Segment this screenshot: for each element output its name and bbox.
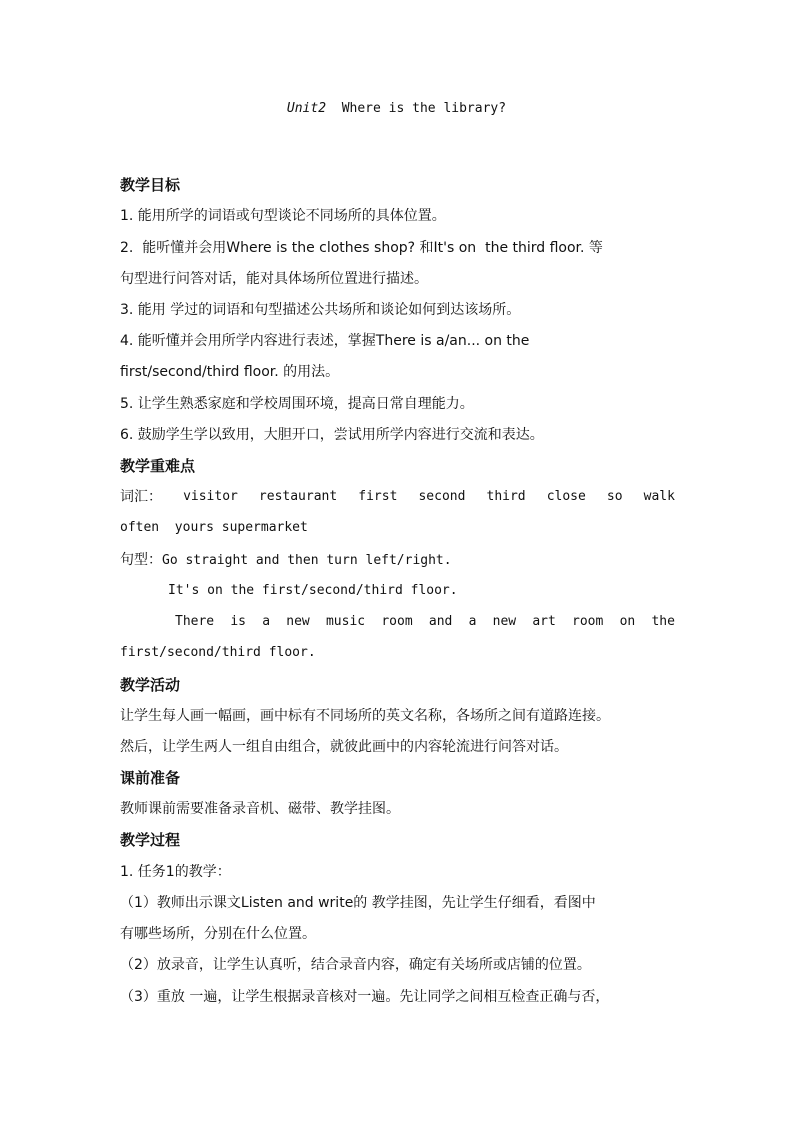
vocab-word: so [606,489,623,504]
word: and [428,614,453,629]
word: room [381,614,413,629]
word: art [532,614,556,629]
activity-line: 然后，让学生两人一组自由组合，就彼此画中的内容轮流进行问答对话。 [120,739,568,755]
activity-heading: 教学活动 [120,676,181,694]
sentence-line [120,549,675,571]
vocab-line-2: often yours supermarket [120,520,308,535]
vocab-word: third [486,489,526,504]
objectives-heading: 教学目标 [120,176,181,194]
sentence-pattern-words [175,611,675,633]
sentence-label: 句型： [120,552,162,568]
process-line: （3）重放 一遍，让学生根据录音核对一遍。先让同学之间相互检查正确与否， [120,989,610,1005]
vocab-word: close [546,489,586,504]
sentence-pattern: Go straight and then turn left/right. [162,553,452,568]
process-line: （2）放录音，让学生认真听，结合录音内容，确定有关场所或店铺的位置。 [120,957,591,973]
word: a [262,614,271,629]
vocab-word: visitor [183,489,238,504]
preparation-text: 教师课前需要准备录音机、磁带、教学挂图。 [120,801,400,817]
activity-line: 让学生每人画一幅画，画中标有不同场所的英文名称，各场所之间有道路连接。 [120,708,610,724]
word: the [651,614,675,629]
objective-line: 句型进行问答对话，能对具体场所位置进行描述。 [120,271,428,287]
lesson-title [0,101,793,116]
preparation-heading: 课前准备 [120,769,181,787]
word: is [230,614,247,629]
word: a [468,614,477,629]
vocab-label: 词汇： [120,489,162,505]
objective-line: 4. 能听懂并会用所学内容进行表述，掌握There is a/an... on the [120,333,530,349]
word: new [492,614,517,629]
process-line: 有哪些场所，分别在什么位置。 [120,926,316,942]
word: room [572,614,604,629]
vocab-word: restaurant [258,489,338,504]
sentence-pattern-cont: first/second/third floor. [120,645,316,660]
vocab-word: second [418,489,466,504]
word: new [286,614,310,629]
title-text: Where is the library? [341,101,507,116]
objective-line: 2. 能听懂并会用Where is the clothes shop? 和It's on the third floor. 等 [120,240,603,256]
process-line: （1）教师出示课文Listen and write的 教学挂图，先让学生仔细看，看图中 [120,895,596,911]
process-line: 1. 任务1的教学： [120,864,231,880]
process-heading: 教学过程 [120,831,181,849]
unit-label: Unit2 [286,101,327,116]
objective-line: first/second/third floor. 的用法。 [120,364,340,380]
key-points-heading: 教学重难点 [120,457,196,475]
vocab-word: first [358,489,398,504]
vocab-line [120,486,675,508]
objective-line: 5. 让学生熟悉家庭和学校周围环境，提高日常自理能力。 [120,396,474,412]
objective-line: 6. 鼓励学生学以致用，大胆开口，尝试用所学内容进行交流和表达。 [120,427,544,443]
word: music [325,614,366,629]
word: on [619,614,636,629]
vocab-word: walk [643,489,675,504]
objective-line: 1. 能用所学的词语或句型谈论不同场所的具体位置。 [120,208,446,224]
word: There [175,614,215,629]
sentence-pattern: It's on the first/second/third floor. [168,583,458,598]
objective-line: 3. 能用 学过的词语和句型描述公共场所和谈论如何到达该场所。 [120,302,521,318]
